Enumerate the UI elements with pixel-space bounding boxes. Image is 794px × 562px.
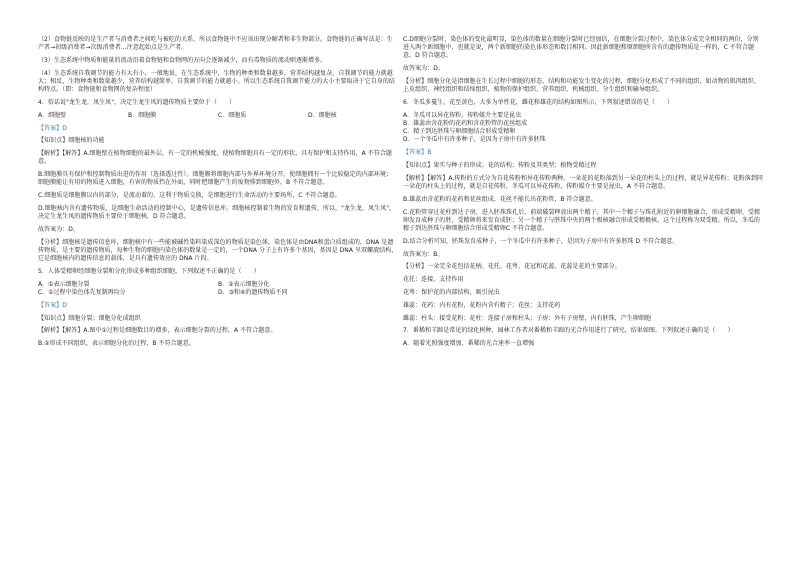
explanation: B.雄蕊由含花粉的花药和花丝组成，花丝不能长出花粉管，B 符合题意。 — [403, 195, 597, 203]
knowledge-point: 【知识点】细胞分裂；细胞分化成组织 — [38, 314, 141, 322]
question-4-stem: 4．俗话说"龙生龙，凤生凤"，决定生龙生凤的遗传物质主要位于（ ） — [38, 99, 236, 106]
option-d: D．③和④的遗传物质不同 — [218, 288, 288, 296]
flower-part-line: 雌蕊：柱头：接受花粉；花柱：连接子房和柱头；子房：外有子房壁，内有胚珠，产生卵细胞 — [403, 314, 652, 322]
option-a: A．冬瓜可以异花传粉，传粉媒介主要是昆虫 — [403, 111, 522, 119]
flower-part-line: 雄蕊：花药：内有花粉，花粉内含有精子；花丝：支持花药 — [403, 301, 561, 309]
explanation: 【解析】【解答】A.细胞壁在植物细胞的最外层，有一定的机械强度，使植物细胞具有一定的形状，具有保护和支持作用，A 不符合题意。 — [38, 150, 392, 166]
answer-line: 故答案为：D。 — [38, 225, 79, 233]
explanation: 【解析】【解答】A.传粉的方式分为自花传粉和异花传粉两种，一朵花的花粉落到另一朵花的柱头上的过程，就是异花传粉；花粉落到同一朵花的柱头上的过程，就是自花传粉，冬瓜可以异花传粉，传粉媒介主要是昆虫，A 不符合题意。 — [403, 174, 763, 190]
option-a: A．①表示细胞分裂 — [38, 280, 90, 288]
flower-part-line: 花萼：保护花的内部结构，吸引昆虫 — [403, 288, 500, 296]
explanation: 【解析】【解答】A.图中①过程是细胞数目的增多，表示细胞分裂的过程，A 不符合题意。 — [38, 327, 277, 335]
knowledge-point: 【知识点】果实与种子的形成；花的结构；传粉及其类型；植物受精过程 — [403, 162, 597, 169]
option-d: D．一个冬瓜中有许多种子，是因为子房中有许多胚珠 — [403, 136, 546, 144]
answer-line: 故答案为：B。 — [403, 250, 444, 258]
analysis: 【分析】细胞分化是指细胞在生长过程中细胞的形态、结构和功能发生变化的过程，细胞分化形成了不同的组织，如动物的肌肉组织、上皮组织、神经组织和结缔组织，植物的保护组织、营养组织、机械组织、分生组织和输导组织。 — [403, 78, 760, 94]
question-5-stem: 5．人体受精卵经细胞分裂和分化形成多种组织细胞，下列叙述不正确的是（ ） — [38, 267, 260, 275]
answer-tag: 【答案】D — [38, 124, 67, 132]
explanation: D.细胞核内含有遗传物质，是细胞生命活动的控制中心，是遗传信息库。细胞核控制着生物的发育和遗传，所以，"龙生龙，凤生凤"，决定生龙生凤的遗传物质主要位于细胞核，D 符合题意。 — [38, 204, 396, 221]
explanation: C.花粉管穿过花柱到达子房，进入胚珠珠孔后，前端破裂释放出两个精子，其中一个精子与珠孔附近的卵细胞融合，形成受精卵，受精卵发育成种子的胚，受精卵将来发育成胚；另一个精子与胚珠中央的两个极核融合形成受精极核，这个过程称为双受精。所以，冬瓜的精子到达胚珠与卵细胞结合形成受精卵C 不符合题意。 — [403, 208, 761, 232]
option-c: C．①过程中染色体先复制再均分 — [38, 288, 126, 296]
flower-part-line: 花托：连接、支持作用 — [403, 276, 464, 284]
answer-line: 故答案为：D。 — [403, 65, 444, 73]
knowledge-point: 【知识点】细胞核的功能 — [38, 137, 105, 145]
question-7-stem: 7．番稀和羊蹄是常见的绿化树种，园林工作者对番稀和羊蹄的光合作用进行了研究，结果如图。下列叙述正确的是（ ） — [403, 327, 734, 335]
left-column — [38, 36, 398, 353]
option-b: B．细胞膜 — [128, 111, 157, 119]
option-a: A．随着光照强度增加，番稀的光合速率一直增强 — [403, 340, 535, 348]
option-b: B．②表示细胞分化 — [218, 280, 270, 288]
explanation: B.②形成不同组织，表示细胞分化的过程，B 不符合题意。 — [38, 340, 195, 348]
answer-tag: 【答案】D — [38, 301, 67, 309]
question-5-options — [38, 281, 398, 297]
paragraph: C.D细胞分裂时，染色体的变化最明显，染色体的数量在细胞分裂时已经加倍，在细胞分裂过程中，染色体分成完全相同的两份，分别进入两个新细胞中，也就是说，两个新细胞的染色体形态和数目相同。因此新细胞和原细胞所含有的遗传物质是一样的，C 不符合题意，D 符合题意。 — [403, 36, 759, 60]
option-a: A．细胞壁 — [38, 111, 67, 119]
explanation: B.细胞膜具有保护和控制物质出进的作用（选择透过性）。细胞膜将细胞内部与外界环境分开，使细胞拥有一个比较稳定的内部环境；细胞膜能让有用的物质进入细胞，有害的物质挡在外面，同时把细胞产生的废物排到细胞外，B 不符合题意。 — [38, 171, 393, 187]
right-column — [403, 36, 763, 353]
option-b: B．雄蕊由含花粉的花药和含花粉管的花丝组成 — [403, 120, 528, 127]
analysis: 【分析】一朵完全花包括花柄、花托、花萼、花冠和花蕊，花蕊是花的主要部分。 — [403, 263, 621, 271]
explanation: D.结合分析可知，胚珠发育成种子，一个冬瓜中有许多种子，是因为子房中有许多胚珠 D 不符合题意。 — [403, 237, 679, 245]
question-6-stem: 6．冬瓜多蔓生，花至黄色，大多为单性花，雌花和雄花的结构如图所示，下列叙述错误的是（ ） — [403, 99, 674, 106]
answer-tag: 【答案】B — [403, 149, 432, 157]
paragraph: （4）生态系统自我调节的能力有大有小，一般地说，在生态系统中，生物的种类和数量越多，营养结构越复杂，自我调节的能力就越大；相反，生物种类和数量越少，营养结构越简单，自我调节的能力就越小。所以生态系统自我调节能力的大小主要取决于它自身的结构特点。（即：食物链和食物网的复杂程度） — [38, 69, 395, 94]
analysis: 【分析】细胞核是遗传信息库，细胞核中有一些能被碱性染料染成深色的物质是染色体，染色体是由DNA和蛋白质组成的，DNA 是遗传物质，是主要的遗传物质，每种生物的细胞内染色体的数量是一定的，一个DNA 分子上有许多个基因，基因是 DNA 呈双螺旋结构，它是细胞核内的遗传信息的载体，是具有遗传效应的 DNA 片段。 — [38, 238, 398, 263]
question-6-options — [403, 112, 763, 145]
paragraph: （2）食物链反映的是生产者与消费者之间吃与被吃的关系，所以食物链中不应该出现分解者和非生物部分。食物链的正确写法是：生产者→初级消费者→次级消费者…注意起始点是生产者。 — [38, 36, 393, 52]
question-4-options — [38, 112, 398, 120]
option-d: D．细胞核 — [308, 111, 337, 119]
option-c: C．精子到达胚珠与卵细胞结合形成受精卵 — [403, 128, 516, 136]
option-c: C．细胞质 — [218, 111, 247, 119]
paragraph: （3）生态系统中物质和能量的流动沿着食物链和食物网的方向会逐渐减少，而有毒物质的流动则逐渐增多。 — [38, 57, 327, 64]
explanation: C.细胞质是细胞膜以内的部分，是流动着的，这利于物质交换，是细胞进行生命活动的主要场所，C 不符合题意。 — [38, 192, 341, 200]
